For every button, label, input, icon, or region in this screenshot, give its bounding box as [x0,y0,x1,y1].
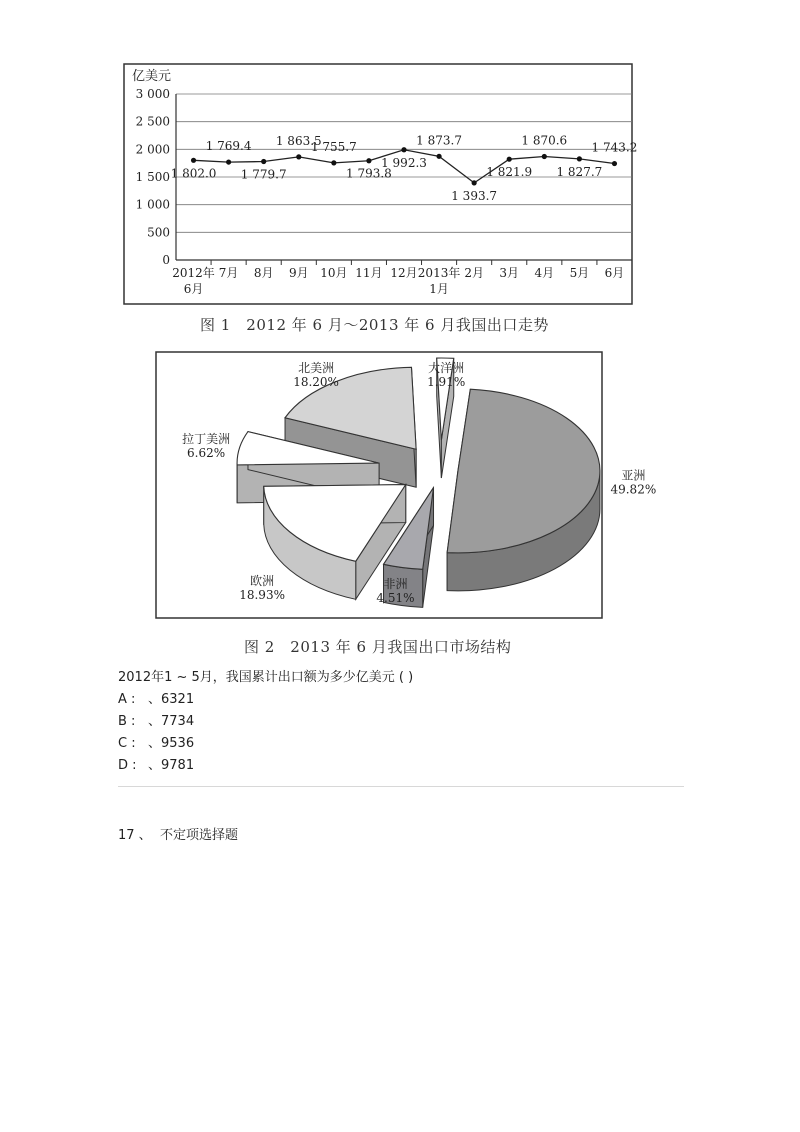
slice-name: 亚洲 [621,468,646,483]
figure-2-caption: 图 2 2013 年 6 月我国出口市场结构 [244,638,512,656]
data-label: 1 827.7 [556,164,603,179]
data-point [472,180,477,185]
option-c[interactable] [118,732,194,751]
x-tick-label: 2012年 [172,266,215,280]
option-label: C : [118,736,136,751]
option-a[interactable] [118,688,194,707]
slice-name: 非洲 [383,577,408,591]
export-market-pie-chart [150,348,657,622]
data-label: 1 793.8 [346,166,392,181]
data-point [331,160,336,165]
option-d[interactable] [118,754,194,773]
data-label: 1 779.7 [240,167,287,182]
data-point [436,154,441,159]
y-tick-label: 2 000 [135,142,170,157]
data-label: 1 873.7 [416,133,462,148]
data-point [261,159,266,164]
data-point [296,154,301,159]
x-tick-label: 2月 [464,266,484,280]
slice-name: 大洋洲 [428,361,465,375]
data-point [226,159,231,164]
slice-name: 北美洲 [298,361,335,375]
option-text: 、7734 [148,714,195,729]
option-b[interactable] [118,710,194,729]
section-number: 17 、 [118,828,152,843]
x-tick-label: 7月 [218,266,239,280]
data-label: 1 755.7 [310,139,357,154]
slice-percent: 1.91% [427,375,466,389]
option-text: 、6321 [148,692,195,707]
slice-percent: 18.93% [239,587,285,602]
section-title: 不定项选择题 [159,828,238,843]
slice-percent: 6.62% [187,446,226,461]
slice-percent: 4.51% [376,591,415,605]
data-point [366,158,371,163]
y-tick-label: 0 [162,253,170,267]
y-tick-label: 3 000 [135,87,170,101]
x-tick-label: 6月 [604,266,625,280]
y-tick-label: 1 500 [135,170,170,184]
data-label: 1 393.7 [451,188,498,203]
option-label: D : [118,758,137,773]
slice-percent: 49.82% [610,482,657,497]
data-label: 1 863.5 [275,133,322,148]
x-tick-label: 9月 [288,266,309,280]
x-tick-label: 4月 [534,266,555,280]
data-label: 1 802.0 [170,166,217,181]
slice-name: 欧洲 [250,573,275,588]
data-label: 1 992.3 [381,155,427,170]
x-tick-label: 1月 [429,282,449,296]
data-point [542,154,547,159]
x-tick-label: 10月 [320,266,348,280]
y-unit-label: 亿美元 [132,69,172,84]
option-text: 、9536 [148,736,195,751]
option-text: 、9781 [148,758,195,773]
y-tick-label: 2 500 [135,114,170,129]
figure-1-caption: 图 1 2012 年 6 月～2013 年 6 月我国出口走势 [200,316,549,334]
x-tick-label: 6月 [183,282,204,296]
question-text: 2012年1 ~ 5月，我国累计出口额为多少亿美元 ( ) [118,670,414,685]
x-tick-label: 11月 [355,266,383,280]
y-tick-label: 500 [147,225,170,240]
data-label: 1 743.2 [591,140,638,155]
option-label: A : [118,692,136,707]
export-trend-line-chart [118,62,638,308]
data-label: 1 769.4 [205,139,252,154]
x-tick-label: 3月 [499,266,520,280]
slice-percent: 18.20% [293,375,339,389]
x-tick-label: 5月 [569,266,590,280]
data-point [507,157,512,162]
section-divider [118,786,684,787]
data-point [191,158,196,163]
x-tick-label: 2013年 [417,266,461,280]
y-tick-label: 1 000 [135,197,170,212]
data-point [612,161,617,166]
slice-name: 拉丁美洲 [182,432,231,447]
data-label: 1 821.9 [486,165,533,180]
x-tick-label: 12月 [390,266,418,280]
x-tick-label: 8月 [253,266,274,280]
data-point [577,156,582,161]
data-label: 1 870.6 [521,133,568,148]
data-point [401,147,406,152]
next-section-heading [118,824,238,843]
option-label: B : [118,714,136,729]
